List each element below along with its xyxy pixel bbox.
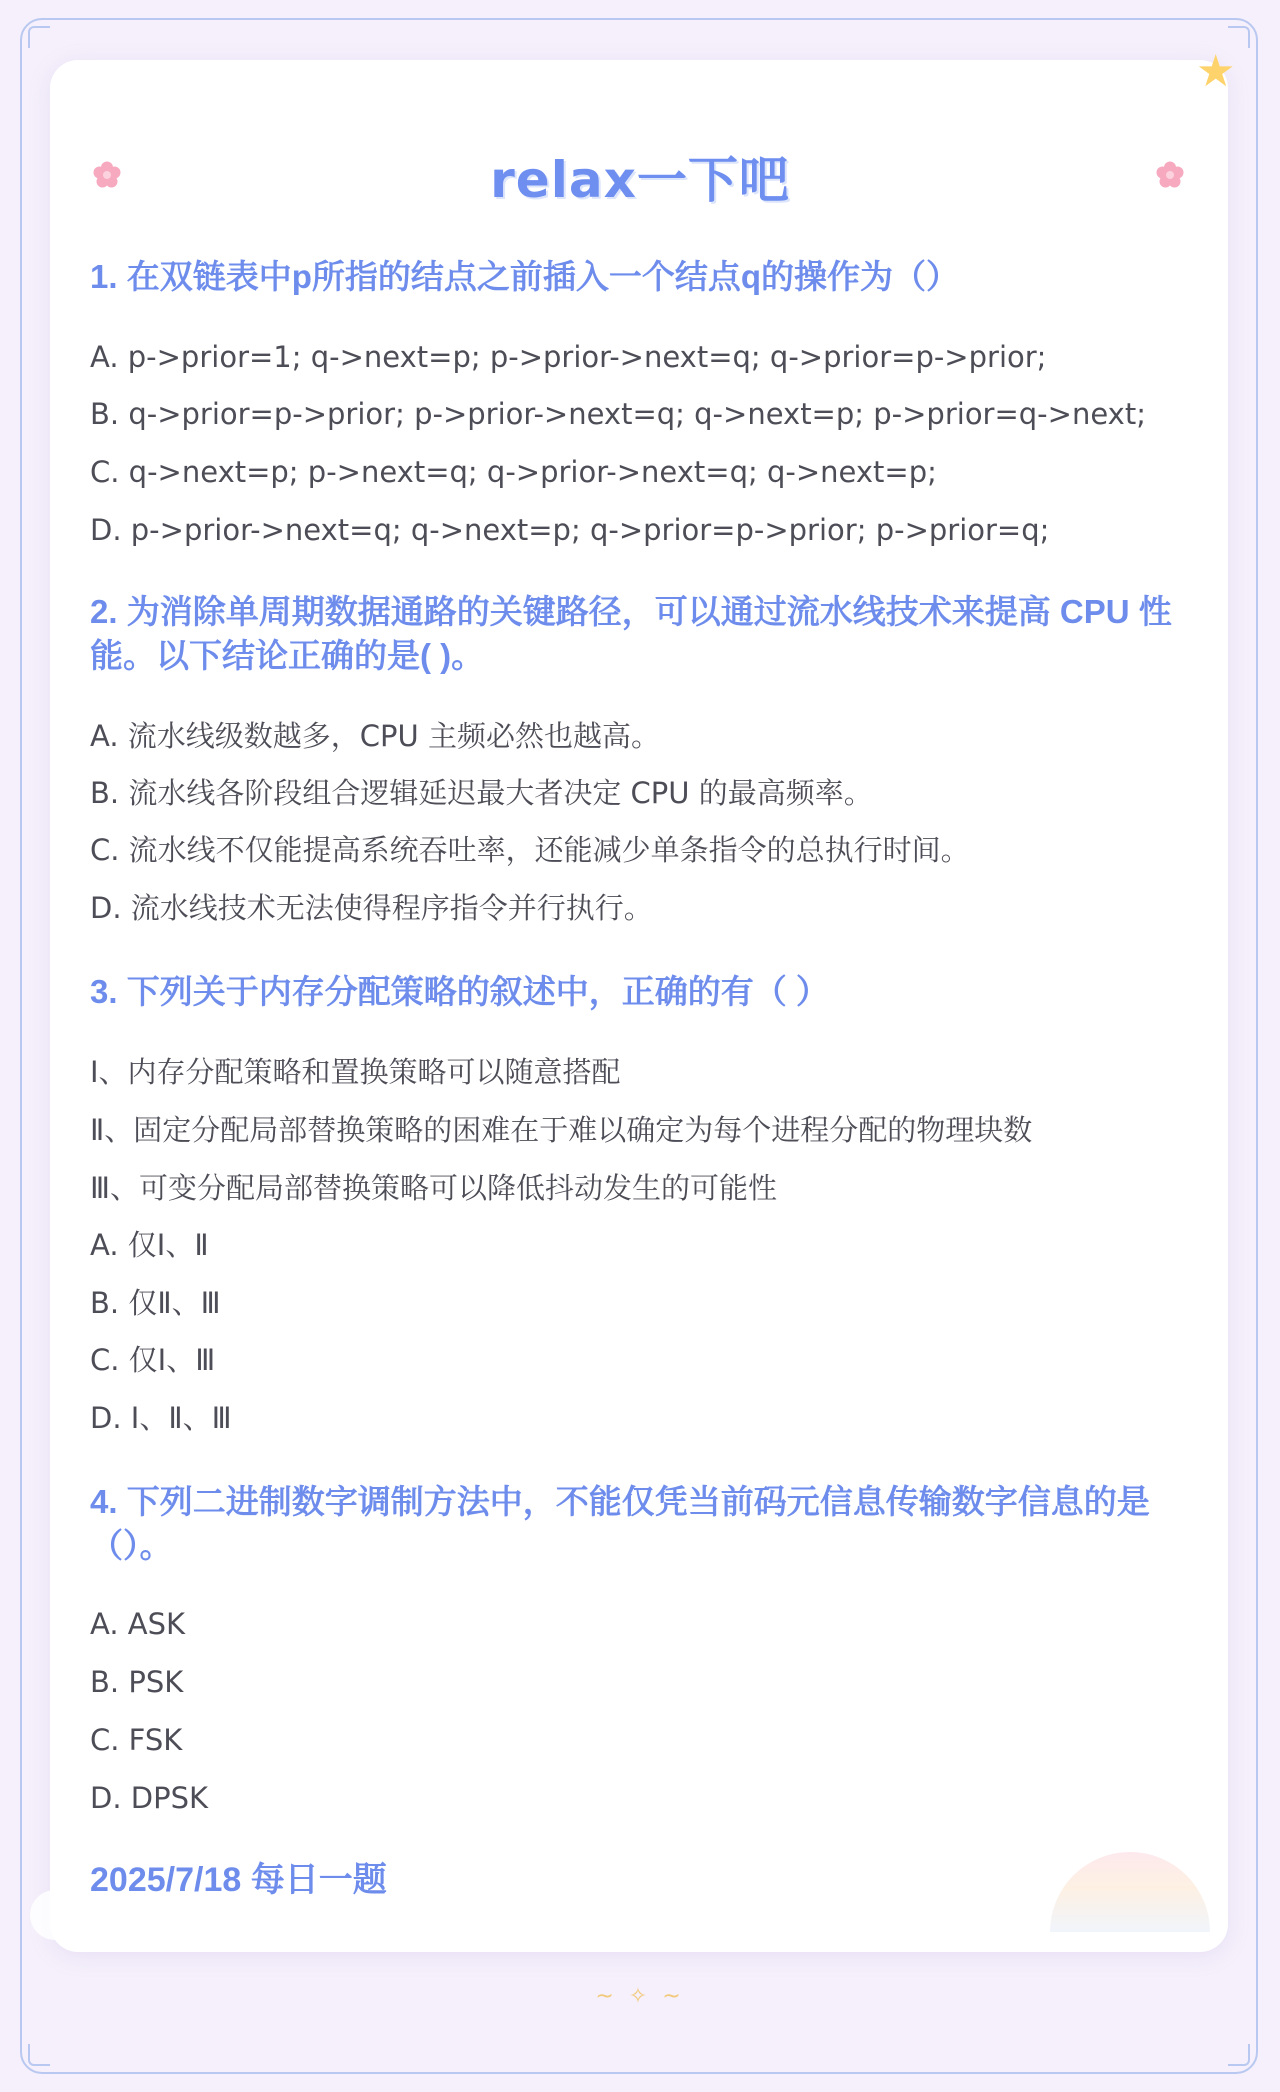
question-3-statement-1: Ⅰ、内存分配策略和置换策略可以随意搭配 <box>90 1055 621 1089</box>
frame-corner-bottom-right <box>1228 2044 1250 2066</box>
question-2-option-b: B. 流水线各阶段组合逻辑延迟最大者决定 CPU 的最高频率。 <box>90 776 873 810</box>
question-2-option-a: A. 流水线级数越多，CPU 主频必然也越高。 <box>90 719 660 753</box>
frame-corner-top-right <box>1228 26 1250 48</box>
question-3-statement-3: Ⅲ、可变分配局部替换策略可以降低抖动发生的可能性 <box>90 1171 777 1205</box>
question-2-heading: 2. 为消除单周期数据通路的关键路径，可以通过流水线技术来提高 CPU 性能。以下结论正确的是( )。 <box>90 593 1172 674</box>
question-3-option-c: C. 仅Ⅰ、Ⅲ <box>90 1343 216 1377</box>
frame-corner-bottom-left <box>28 2044 50 2066</box>
question-1-option-c: C. q->next=p; p->next=q; q->prior->next=q; q->next=p; <box>90 455 937 489</box>
footer-date: 2025/7/18 每日一题 <box>90 1861 387 1899</box>
question-3-option-d: D. Ⅰ、Ⅱ、Ⅲ <box>90 1401 232 1435</box>
question-3-statement-2: Ⅱ、固定分配局部替换策略的困难在于难以确定为每个进程分配的物理块数 <box>90 1113 1033 1147</box>
question-3-option-b: B. 仅Ⅱ、Ⅲ <box>90 1286 221 1320</box>
question-1-heading: 1. 在双链表中p所指的结点之前插入一个结点q的操作为（） <box>90 258 960 295</box>
question-3-heading: 3. 下列关于内存分配策略的叙述中，正确的有（ ） <box>90 973 829 1010</box>
cloud-decoration <box>30 1890 90 1940</box>
question-4-option-a: A. ASK <box>90 1607 186 1641</box>
question-1-option-d: D. p->prior->next=q; q->next=p; q->prior=p->prior; p->prior=q; <box>90 513 1050 547</box>
bottom-ornament: ~ ✧ ~ <box>595 1984 685 2009</box>
question-3-option-a: A. 仅Ⅰ、Ⅱ <box>90 1228 209 1262</box>
page-title: relax一下吧 <box>490 151 790 209</box>
question-4-option-d: D. DPSK <box>90 1781 209 1815</box>
star-icon: ★ <box>1196 46 1236 97</box>
frame-corner-top-left <box>28 26 50 48</box>
question-1-option-b: B. q->prior=p->prior; p->prior->next=q; q->next=p; p->prior=q->next; <box>90 397 1146 431</box>
question-2-option-d: D. 流水线技术无法使得程序指令并行执行。 <box>90 891 653 925</box>
question-2-option-c: C. 流水线不仅能提高系统吞吐率，还能减少单条指令的总执行时间。 <box>90 833 970 867</box>
question-4-heading: 4. 下列二进制数字调制方法中，不能仅凭当前码元信息传输数字信息的是（）。 <box>90 1483 1150 1564</box>
question-4-option-c: C. FSK <box>90 1723 183 1757</box>
question-1-option-a: A. p->prior=1; q->next=p; p->prior->next=q; q->prior=p->prior; <box>90 340 1047 374</box>
question-4-option-b: B. PSK <box>90 1665 184 1699</box>
